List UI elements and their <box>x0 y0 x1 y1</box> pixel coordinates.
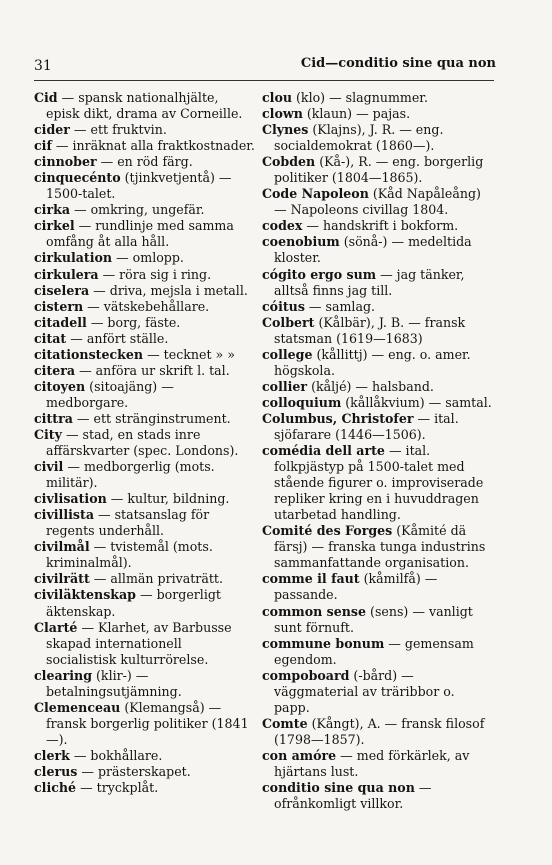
entry-definition: — med förkärlek, av hjärtans lust. <box>274 747 470 779</box>
entry-headword: Code Napoleon <box>262 186 369 202</box>
entry-headword: clerus <box>34 763 78 779</box>
dictionary-entry <box>262 347 494 379</box>
dictionary-entry <box>34 668 256 700</box>
dictionary-entry <box>262 395 494 411</box>
dictionary-entry <box>34 347 256 363</box>
dictionary-entry <box>262 523 494 571</box>
right-column <box>262 90 494 812</box>
dictionary-entry <box>34 90 256 122</box>
entry-definition: — allmän privaträtt. <box>89 571 223 587</box>
dictionary-entry <box>34 218 256 250</box>
entry-headword: cider <box>34 122 70 138</box>
dictionary-entry <box>262 411 494 443</box>
entry-definition: (kåljé) — halsband. <box>307 378 434 394</box>
dictionary-entry <box>34 170 256 202</box>
entry-headword: compoboard <box>262 667 350 683</box>
entry-definition: — statsanslag för regents underhåll. <box>46 507 210 539</box>
entry-definition: — handskrift i bokform. <box>302 218 459 234</box>
dictionary-entry <box>34 283 256 299</box>
entry-headword: citera <box>34 362 76 378</box>
entry-definition: — borgerligt äktenskap. <box>46 587 221 619</box>
entry-definition: (Kåmité dä färsj) — franska tunga industrins sammanfattande organisation. <box>274 523 486 571</box>
dictionary-entry <box>262 636 494 668</box>
entry-definition: — tryckplåt. <box>76 780 159 796</box>
dictionary-entry <box>34 250 256 266</box>
entry-definition: (klaun) — pajas. <box>302 106 411 122</box>
dictionary-entry <box>262 604 494 636</box>
entry-definition: — samlag. <box>304 298 376 314</box>
entry-definition: — kultur, bildning. <box>106 491 230 507</box>
entry-definition: — vätskebehållare. <box>83 298 210 314</box>
entry-headword: ciselera <box>34 282 90 298</box>
entry-definition: (Klemangså) — fransk borgerlig politiker (1841—). <box>46 699 249 747</box>
dictionary-entry <box>262 716 494 748</box>
page-number: 31 <box>34 58 52 74</box>
entry-headword: Clynes <box>262 122 309 138</box>
dictionary-entry <box>262 154 494 186</box>
dictionary-entry <box>34 267 256 283</box>
entry-headword: comédia dell arte <box>262 443 385 459</box>
entry-definition: — tecknet » » <box>143 346 235 362</box>
dictionary-entry <box>262 218 494 234</box>
entry-definition: — omlopp. <box>112 250 184 266</box>
entry-definition: (klo) — slagnummer. <box>292 90 428 105</box>
entry-headword: cistern <box>34 298 84 314</box>
entry-definition: (Kå-), R. — eng. borgerlig politiker (1804—1865). <box>274 154 484 186</box>
entry-definition: (sönå-) — medeltida kloster. <box>274 234 472 266</box>
dictionary-entry <box>34 202 256 218</box>
entry-headword: coenobium <box>262 234 340 250</box>
dictionary-entry <box>262 234 494 266</box>
entry-definition: — medborgerlig (mots. militär). <box>46 459 215 491</box>
dictionary-entry <box>34 780 256 796</box>
entry-headword: clearing <box>34 667 93 683</box>
dictionary-entry <box>34 507 256 539</box>
dictionary-entry <box>262 443 494 523</box>
entry-definition: (sens) — vanligt sunt förnuft. <box>274 603 473 635</box>
entry-definition: (kållåkvium) — samtal. <box>341 394 492 410</box>
entry-definition: — driva, mejsla i metall. <box>89 282 248 298</box>
entry-definition: — anföra ur skrift l. tal. <box>75 362 230 378</box>
dictionary-entry <box>262 122 494 154</box>
dictionary-entry <box>262 748 494 780</box>
entry-headword: cif <box>34 138 52 154</box>
entry-headword: citoyen <box>34 378 86 394</box>
entry-definition: (kåmilfå) — passande. <box>274 571 438 603</box>
entry-definition: — ofrånkomligt villkor. <box>274 780 432 812</box>
entry-headword: cinquecénto <box>34 170 121 186</box>
entry-headword: cittra <box>34 410 73 426</box>
dictionary-entry <box>262 379 494 395</box>
dictionary-entry <box>34 379 256 411</box>
entry-definition: (Klajns), J. R. — eng. socialdemokrat (1860—). <box>274 122 444 154</box>
entry-headword: Comte <box>262 715 308 731</box>
entry-definition: — röra sig i ring. <box>98 266 212 282</box>
entry-definition: — jag tänker, alltså finns jag till. <box>274 266 465 298</box>
page-header <box>34 54 496 78</box>
entry-headword: Columbus, Christofer <box>262 410 414 426</box>
entry-headword: civil <box>34 459 64 475</box>
entry-headword: Clarté <box>34 619 78 635</box>
entry-definition: — tvistemål (mots. kriminalmål). <box>46 539 213 571</box>
entry-definition: — Klarhet, av Barbusse skapad internationell socialistisk kulturrörelse. <box>46 619 232 667</box>
dictionary-entry <box>34 459 256 491</box>
dictionary-entry <box>262 571 494 603</box>
entry-definition: — ett fruktvin. <box>69 122 167 138</box>
entry-definition: (Kålbär), J. B. — fransk statsman (1619—1683) <box>274 314 466 346</box>
dictionary-entry <box>34 411 256 427</box>
entry-definition: (-bård) — väggmaterial av träribbor o. papp. <box>274 667 455 715</box>
entry-definition: — spansk nationalhjälte, episk dikt, drama av Corneille. <box>46 90 243 122</box>
entry-definition: (kållittj) — eng. o. amer. högskola. <box>274 346 471 378</box>
entry-headword: citat <box>34 330 67 346</box>
entry-definition: — gemensam egendom. <box>274 635 474 667</box>
entry-headword: con amóre <box>262 747 337 763</box>
entry-definition: (klir-) — betalningsutjämning. <box>46 667 182 699</box>
entry-headword: codex <box>262 218 303 234</box>
entry-headword: clou <box>262 90 293 105</box>
dictionary-entry <box>262 315 494 347</box>
entry-headword: Clemenceau <box>34 699 121 715</box>
dictionary-entry <box>34 620 256 668</box>
header-rule <box>34 80 494 81</box>
entry-headword: citadell <box>34 314 87 330</box>
dictionary-entry <box>262 186 494 218</box>
entry-headword: cirka <box>34 202 70 218</box>
dictionary-entry <box>34 427 256 459</box>
entry-headword: comme il faut <box>262 571 360 587</box>
entry-definition: — en röd färg. <box>96 154 193 170</box>
entry-definition: — rundlinje med samma omfång åt alla håll. <box>46 218 234 250</box>
entry-definition: (Kåd Napåleång) — Napoleons civillag 1804. <box>274 186 481 218</box>
entry-headword: commune bonum <box>262 635 385 651</box>
entry-headword: Comité des Forges <box>262 523 393 539</box>
entry-definition: (Kångt), A. — fransk filosof (1798—1857). <box>274 715 485 747</box>
entry-definition: — ital. folkpjästyp på 1500-talet med stående figurer o. improviserade repliker kring en i huvuddragen utarbetad handling. <box>274 443 484 523</box>
entry-definition: — anfört ställe. <box>66 330 169 346</box>
entry-headword: civilrätt <box>34 571 90 587</box>
entry-definition: — stad, en stads inre affärskvarter (spec. Londons). <box>46 426 239 459</box>
left-column <box>34 90 256 796</box>
dictionary-entry <box>262 668 494 716</box>
entry-headword: cliché <box>34 780 77 796</box>
dictionary-entry <box>34 539 256 571</box>
entry-headword: clown <box>262 106 303 122</box>
dictionary-entry <box>34 122 256 138</box>
dictionary-entry <box>34 363 256 379</box>
entry-headword: cógito ergo sum <box>262 266 377 282</box>
dictionary-entry <box>34 748 256 764</box>
dictionary-entry <box>262 299 494 315</box>
dictionary-entry <box>262 90 494 106</box>
entry-headword: citationstecken <box>34 346 144 362</box>
entry-headword: conditio sine qua non <box>262 780 415 796</box>
entry-headword: civlisation <box>34 491 107 507</box>
entry-definition: — prästerskapet. <box>77 763 191 779</box>
entry-headword: college <box>262 346 313 362</box>
dictionary-entry <box>34 491 256 507</box>
entry-headword: Cobden <box>262 154 316 170</box>
entry-headword: cóitus <box>262 298 305 314</box>
entry-headword: cinnober <box>34 154 97 170</box>
dictionary-entry <box>262 106 494 122</box>
entry-headword: collier <box>262 378 308 394</box>
entry-headword: Cid <box>34 90 58 105</box>
entry-headword: Colbert <box>262 314 315 330</box>
dictionary-entry <box>262 267 494 299</box>
entry-headword: cirkulera <box>34 266 99 282</box>
entry-headword: civiläktenskap <box>34 587 136 603</box>
entry-definition: — ital. sjöfarare (1446—1506). <box>274 410 459 442</box>
dictionary-entry <box>34 764 256 780</box>
dictionary-entry <box>34 571 256 587</box>
entry-definition: (sitoajäng) — medborgare. <box>46 378 174 410</box>
dictionary-entry <box>34 315 256 331</box>
entry-definition: — bokhållare. <box>69 747 163 763</box>
dictionary-entry <box>34 154 256 170</box>
dictionary-entry <box>34 299 256 315</box>
entry-definition: — omkring, ungefär. <box>69 202 205 218</box>
dictionary-entry <box>34 587 256 619</box>
dictionary-entry <box>34 138 256 154</box>
entry-definition: (tjinkvetjentå) — 1500-talet. <box>46 170 232 202</box>
entry-definition: — borg, fäste. <box>86 314 181 330</box>
entry-headword: common sense <box>262 603 367 619</box>
entry-headword: City <box>34 426 62 442</box>
running-head: Cid—conditio sine qua non <box>300 56 496 71</box>
entry-headword: civilmål <box>34 539 90 555</box>
entry-headword: colloquium <box>262 394 342 410</box>
entry-headword: clerk <box>34 747 70 763</box>
dictionary-entry <box>34 331 256 347</box>
entry-headword: cirkulation <box>34 250 113 266</box>
dictionary-entry <box>262 780 494 812</box>
dictionary-entry <box>34 700 256 748</box>
entry-headword: civillista <box>34 507 94 523</box>
entry-definition: — inräknat alla fraktkostnader. <box>51 138 255 154</box>
entry-headword: cirkel <box>34 218 75 234</box>
entry-definition: — ett stränginstrument. <box>72 410 231 426</box>
